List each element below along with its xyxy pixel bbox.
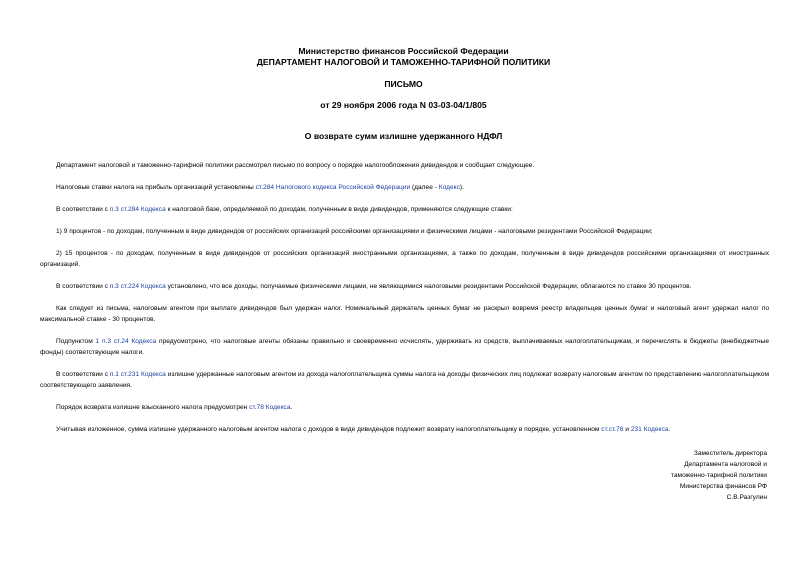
link-pp1-p3-st24[interactable]: 1 п.3 ст.24 Кодекса xyxy=(95,338,157,345)
paragraph-8: Подпунктом 1 п.3 ст.24 Кодекса предусмотрено, что налоговые агенты обязаны правильно и своевременно исчислять, удерживать из средств, выплачиваемых налогоплательщикам, и перечислять в бюджеты (внебюджетные фонды) соответствующие налоги. xyxy=(40,338,769,356)
signature-line-1: Заместитель директора xyxy=(693,450,767,457)
letter-header xyxy=(0,46,807,67)
link-p3-st224[interactable]: п.3 ст.224 Кодекса xyxy=(109,283,166,290)
link-p3-st284[interactable]: п.3 ст.284 Кодекса xyxy=(109,206,166,213)
paragraph-4: 1) 9 процентов - по доходам, полученным в виде дивидендов от российских организаций российскими организациями и физическими лицами - налоговыми резидентами Российской Федерации; xyxy=(56,228,653,235)
document-date-number: от 29 ноября 2006 года N 03-03-04/1/805 xyxy=(320,100,487,110)
signature-block xyxy=(671,448,767,503)
paragraph-5: 2) 15 процентов - по доходам, полученным в виде дивидендов от российских организаций иностранными организациями, а также по доходам, полученным в виде дивидендов российскими организациями от иностранных организаций. xyxy=(40,250,769,268)
link-p1-st231[interactable]: п.1 ст.231 Кодекса xyxy=(109,371,166,378)
link-kodeks[interactable]: Кодекс xyxy=(438,184,460,191)
link-st78[interactable]: ст.78 Кодекса xyxy=(249,404,291,411)
paragraph-2: Налоговые ставки налога на прибыль организаций установлены ст.284 Налогового кодекса Российской Федерации (далее - Кодекс). xyxy=(56,184,464,191)
link-st231[interactable]: 231 Кодекса xyxy=(630,426,669,433)
signature-line-2: Департамента налоговой и xyxy=(684,461,767,468)
document-type: ПИСЬМО xyxy=(384,79,423,89)
paragraph-1: Департамент налоговой и таможенно-тарифной политики рассмотрел письмо по вопросу о порядке налогообложения дивидендов и сообщает следующее. xyxy=(56,162,535,169)
signature-line-3: таможенно-тарифной политики xyxy=(670,472,767,479)
letter-body xyxy=(40,160,769,435)
paragraph-11: Учитывая изложенное, сумма излишне удержанного налоговым агентом налога с доходов в виде дивидендов подлежит возврату налогоплательщику в порядке, установленном ст.ст.78 и 231 Кодекса. xyxy=(56,426,671,433)
paragraph-9: В соответствии с п.1 ст.231 Кодекса излишне удержанные налоговым агентом из дохода налогоплательщика суммы налога на доходы физических лиц подлежат возврату налоговым агентом по представлению налогоплательщиком соответствующего заявления. xyxy=(40,371,769,389)
paragraph-6: В соответствии с п.3 ст.224 Кодекса установлено, что все доходы, получаемые физическими лицами, не являющимися налоговыми резидентами Российской Федерации, облагаются по ставке 30 процентов. xyxy=(56,283,692,290)
paragraph-7: Как следует из письма, налоговым агентом при выплате дивидендов был удержан налог. Номинальный держатель ценных бумаг не раскрыл вовремя реестр владельцев ценных бумаг и налоговый агент удержал налог по максимальной ставке - 30 процентов. xyxy=(40,305,769,323)
document-subject: О возврате сумм излишне удержанного НДФЛ xyxy=(304,131,503,141)
ministry-name: Министерство финансов Российской Федерации xyxy=(298,46,509,56)
signature-line-4: Министерства финансов РФ xyxy=(679,483,767,490)
paragraph-3: В соответствии с п.3 ст.284 Кодекса к налоговой базе, определяемой по доходам, полученным в виде дивидендов, применяются следующие ставки: xyxy=(56,206,513,213)
link-st78-2[interactable]: ст.ст.78 xyxy=(601,426,624,433)
signatory-name: С.В.Разгулин xyxy=(726,494,767,501)
department-name: ДЕПАРТАМЕНТ НАЛОГОВОЙ И ТАМОЖЕННО-ТАРИФНОЙ ПОЛИТИКИ xyxy=(256,56,551,67)
link-st284-nk[interactable]: ст.284 Налогового кодекса Российской Федерации xyxy=(255,184,411,191)
paragraph-10: Порядок возврата излишне взысканного налога предусмотрен ст.78 Кодекса. xyxy=(56,404,293,411)
